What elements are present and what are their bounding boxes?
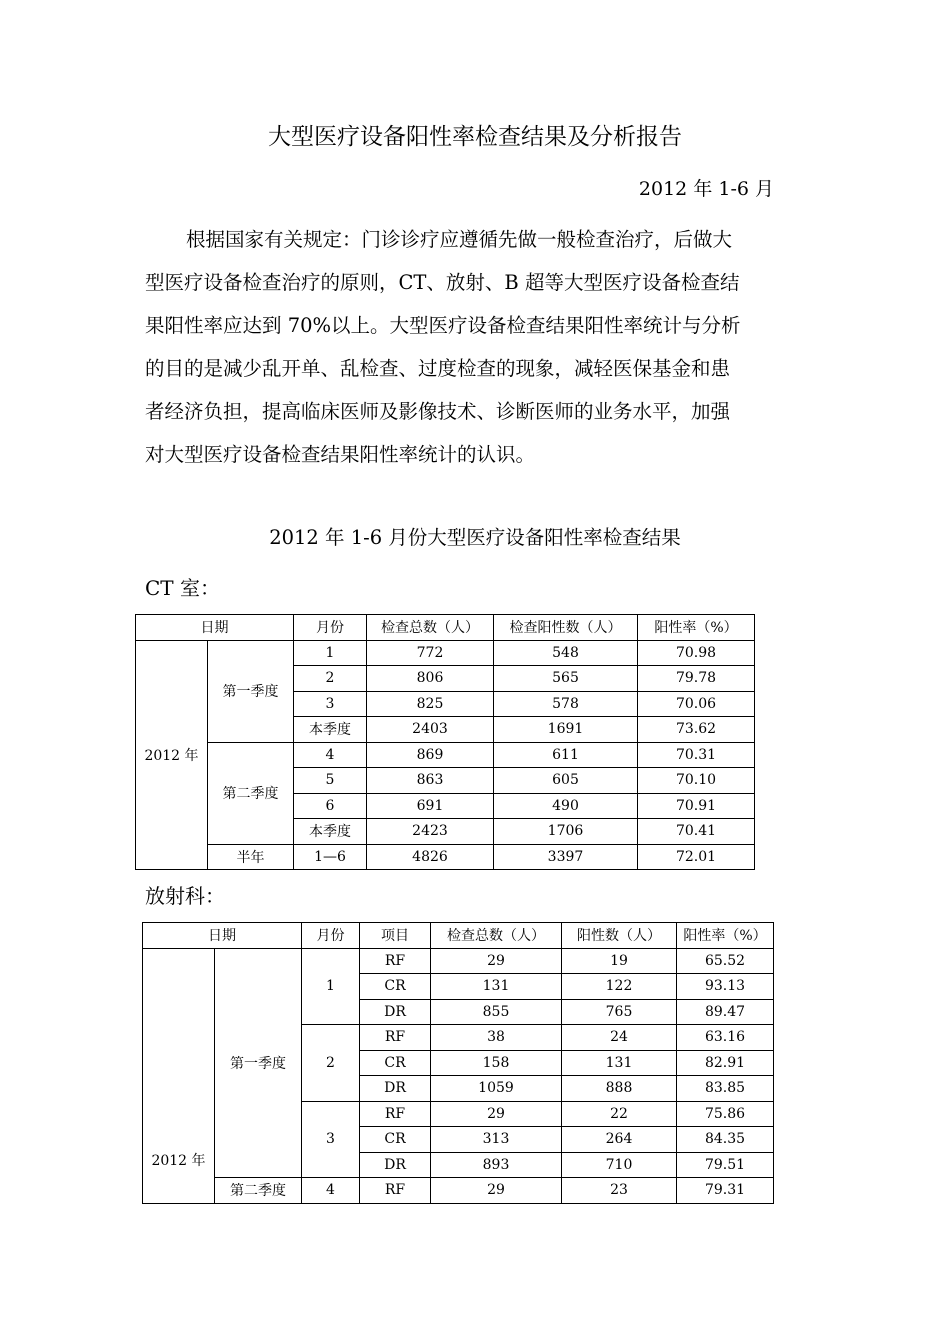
rate-cell: 63.16 xyxy=(677,1025,774,1051)
month-cell: 4 xyxy=(294,742,367,768)
total-cell: 29 xyxy=(431,1178,562,1204)
total-cell: 806 xyxy=(367,666,494,692)
total-cell: 855 xyxy=(431,999,562,1025)
month-cell: 2 xyxy=(302,1025,360,1102)
total-cell: 29 xyxy=(431,1101,562,1127)
positive-cell: 548 xyxy=(494,640,638,666)
rate-cell: 73.62 xyxy=(638,717,755,743)
ct-results-table xyxy=(135,614,755,870)
header-date: 日期 xyxy=(136,615,294,641)
positive-cell: 578 xyxy=(494,691,638,717)
rate-cell: 75.86 xyxy=(677,1101,774,1127)
month-cell: 6 xyxy=(294,793,367,819)
total-cell: 29 xyxy=(431,948,562,974)
table-header-row xyxy=(136,615,755,641)
rate-cell: 79.51 xyxy=(677,1152,774,1178)
positive-cell: 24 xyxy=(562,1025,677,1051)
month-cell: 3 xyxy=(294,691,367,717)
month-cell: 2 xyxy=(294,666,367,692)
total-cell: 1059 xyxy=(431,1076,562,1102)
year-cell: 2012 年 xyxy=(136,640,208,870)
quarter-cell: 第二季度 xyxy=(208,742,294,844)
positive-cell: 611 xyxy=(494,742,638,768)
month-cell: 本季度 xyxy=(294,819,367,845)
item-cell: RF xyxy=(360,1101,431,1127)
item-cell: RF xyxy=(360,948,431,974)
positive-cell: 1691 xyxy=(494,717,638,743)
rate-cell: 70.41 xyxy=(638,819,755,845)
item-cell: DR xyxy=(360,1076,431,1102)
total-cell: 313 xyxy=(431,1127,562,1153)
total-cell: 863 xyxy=(367,768,494,794)
month-cell: 5 xyxy=(294,768,367,794)
item-cell: CR xyxy=(360,1127,431,1153)
total-cell: 38 xyxy=(431,1025,562,1051)
positive-cell: 23 xyxy=(562,1178,677,1204)
positive-cell: 888 xyxy=(562,1076,677,1102)
positive-cell: 131 xyxy=(562,1050,677,1076)
total-cell: 2423 xyxy=(367,819,494,845)
rate-cell: 70.91 xyxy=(638,793,755,819)
total-cell: 2403 xyxy=(367,717,494,743)
positive-cell: 264 xyxy=(562,1127,677,1153)
item-cell: RF xyxy=(360,1025,431,1051)
rate-cell: 79.31 xyxy=(677,1178,774,1204)
total-cell: 869 xyxy=(367,742,494,768)
header-positive: 阳性数（人） xyxy=(562,923,677,949)
total-cell: 691 xyxy=(367,793,494,819)
header-rate: 阳性率（%） xyxy=(677,923,774,949)
total-cell: 131 xyxy=(431,974,562,1000)
positive-cell: 3397 xyxy=(494,844,638,870)
month-cell: 4 xyxy=(302,1178,360,1204)
item-cell: DR xyxy=(360,1152,431,1178)
ct-section-label: CT 室： xyxy=(145,576,220,600)
table-row xyxy=(143,1178,774,1204)
month-cell: 本季度 xyxy=(294,717,367,743)
rate-cell: 82.91 xyxy=(677,1050,774,1076)
rate-cell: 83.85 xyxy=(677,1076,774,1102)
item-cell: RF xyxy=(360,1178,431,1204)
header-month: 月份 xyxy=(302,923,360,949)
rate-cell: 70.98 xyxy=(638,640,755,666)
month-cell: 3 xyxy=(302,1101,360,1178)
positive-cell: 19 xyxy=(562,948,677,974)
quarter-cell: 第一季度 xyxy=(208,640,294,742)
positive-cell: 565 xyxy=(494,666,638,692)
paragraph-line: 者经济负担，提高临床医师及影像技术、诊断医师的业务水平，加强 xyxy=(145,400,731,423)
rate-cell: 89.47 xyxy=(677,999,774,1025)
table-row xyxy=(136,844,755,870)
results-subtitle: 2012 年 1-6 月份大型医疗设备阳性率检查结果 xyxy=(269,526,681,549)
paragraph-line: 果阳性率应达到 70%以上。大型医疗设备检查结果阳性率统计与分析 xyxy=(145,314,741,337)
positive-cell: 710 xyxy=(562,1152,677,1178)
total-cell: 158 xyxy=(431,1050,562,1076)
month-cell: 1—6 xyxy=(294,844,367,870)
report-date: 2012 年 1-6 月 xyxy=(638,178,774,200)
rate-cell: 72.01 xyxy=(638,844,755,870)
item-cell: CR xyxy=(360,974,431,1000)
total-cell: 825 xyxy=(367,691,494,717)
paragraph-line: 根据国家有关规定：门诊诊疗应遵循先做一般检查治疗，后做大 xyxy=(186,228,733,251)
rate-cell: 93.13 xyxy=(677,974,774,1000)
table-row xyxy=(136,640,755,666)
item-cell: CR xyxy=(360,1050,431,1076)
item-cell: DR xyxy=(360,999,431,1025)
radiology-results-table xyxy=(142,922,774,1204)
rate-cell: 70.31 xyxy=(638,742,755,768)
intro-paragraph xyxy=(145,218,805,476)
header-positive: 检查阳性数（人） xyxy=(494,615,638,641)
month-cell: 1 xyxy=(302,948,360,1025)
header-item: 项目 xyxy=(360,923,431,949)
positive-cell: 1706 xyxy=(494,819,638,845)
total-cell: 772 xyxy=(367,640,494,666)
positive-cell: 122 xyxy=(562,974,677,1000)
table-header-row xyxy=(143,923,774,949)
rate-cell: 70.06 xyxy=(638,691,755,717)
rate-cell: 84.35 xyxy=(677,1127,774,1153)
quarter-cell: 第一季度 xyxy=(215,948,302,1178)
year-cell: 2012 年 xyxy=(143,948,215,1203)
radiology-section-label: 放射科： xyxy=(145,884,225,908)
total-cell: 893 xyxy=(431,1152,562,1178)
paragraph-line: 的目的是减少乱开单、乱检查、过度检查的现象，减轻医保基金和患 xyxy=(145,357,731,380)
paragraph-line: 型医疗设备检查治疗的原则，CT、放射、B 超等大型医疗设备检查结 xyxy=(145,271,740,294)
half-year-cell: 半年 xyxy=(208,844,294,870)
rate-cell: 65.52 xyxy=(677,948,774,974)
total-cell: 4826 xyxy=(367,844,494,870)
positive-cell: 605 xyxy=(494,768,638,794)
table-row xyxy=(143,948,774,974)
header-total: 检查总数（人） xyxy=(367,615,494,641)
positive-cell: 490 xyxy=(494,793,638,819)
header-rate: 阳性率（%） xyxy=(638,615,755,641)
quarter-cell: 第二季度 xyxy=(215,1178,302,1204)
report-title: 大型医疗设备阳性率检查结果及分析报告 xyxy=(268,124,682,150)
paragraph-line: 对大型医疗设备检查结果阳性率统计的认识。 xyxy=(145,443,536,466)
header-date: 日期 xyxy=(143,923,302,949)
month-cell: 1 xyxy=(294,640,367,666)
positive-cell: 22 xyxy=(562,1101,677,1127)
rate-cell: 79.78 xyxy=(638,666,755,692)
header-month: 月份 xyxy=(294,615,367,641)
positive-cell: 765 xyxy=(562,999,677,1025)
rate-cell: 70.10 xyxy=(638,768,755,794)
header-total: 检查总数（人） xyxy=(431,923,562,949)
table-row xyxy=(136,742,755,768)
